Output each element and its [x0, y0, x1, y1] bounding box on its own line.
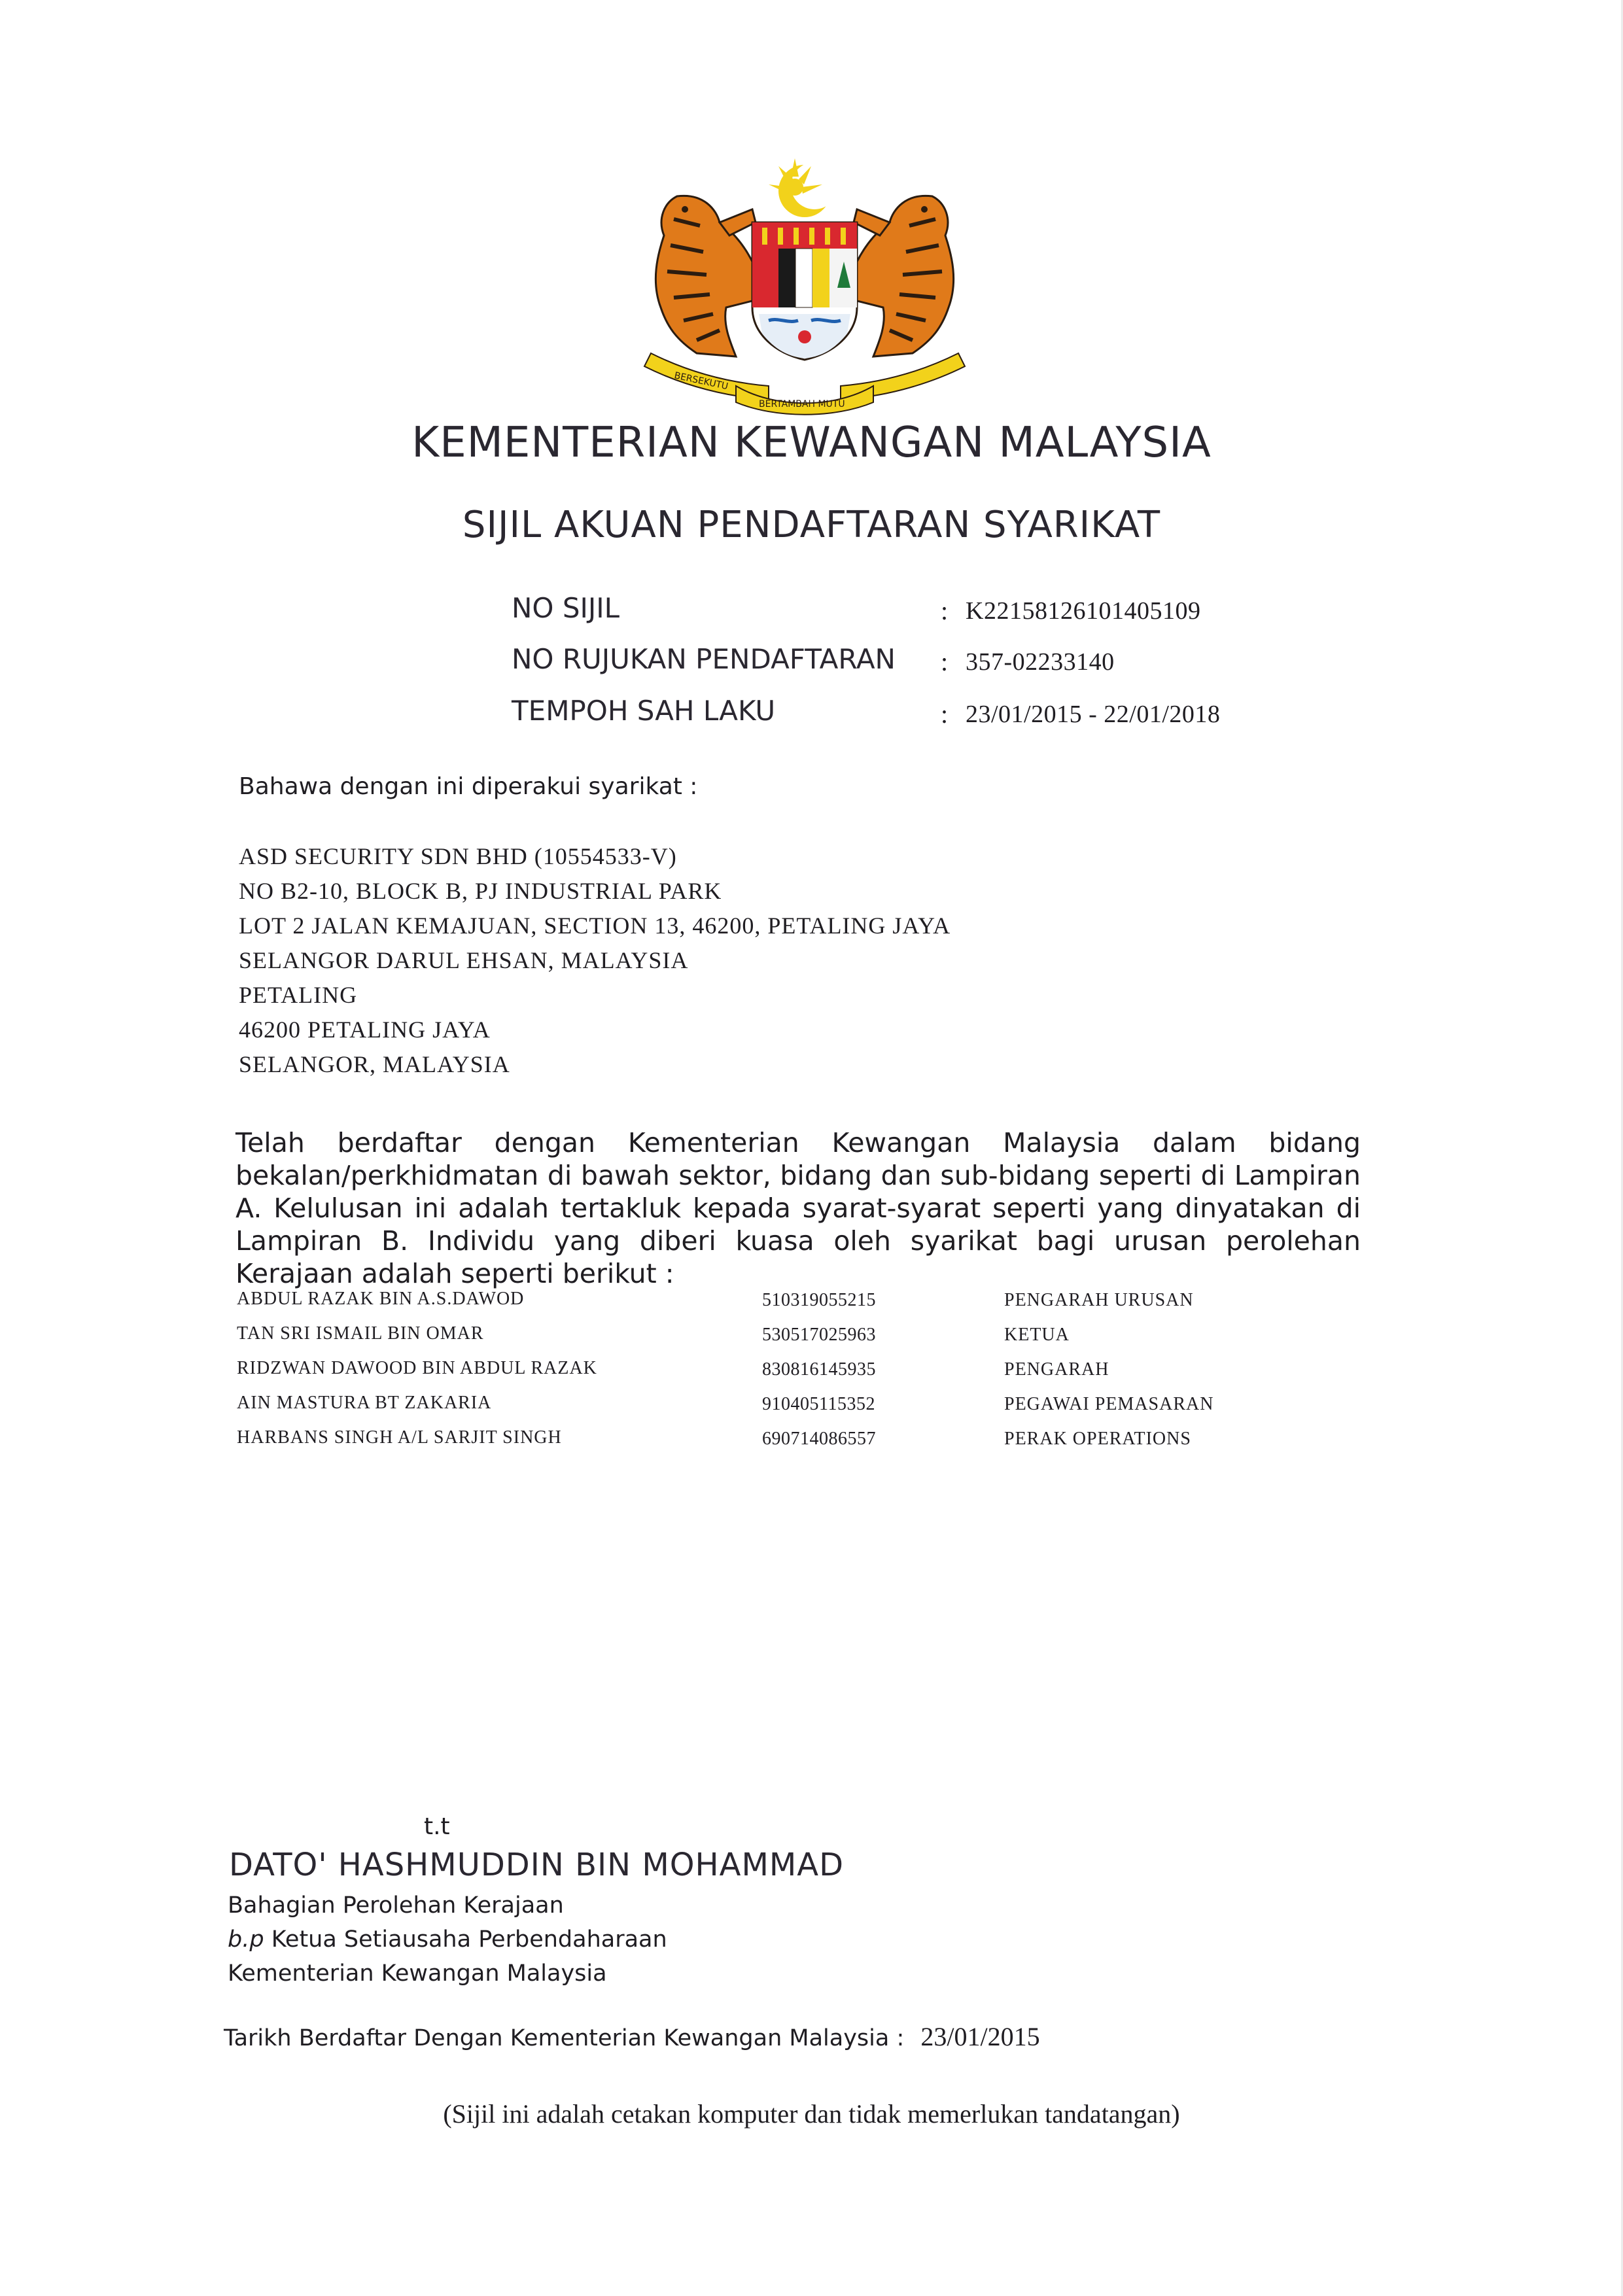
registration-date-line	[224, 2021, 1040, 2052]
computer-generated-note: (Sijil ini adalah cetakan komputer dan tidak memerlukan tandatangan)	[443, 2099, 1180, 2129]
person-ic: 830816145935	[762, 1359, 876, 1380]
signer-ministry: Kementerian Kewangan Malaysia	[228, 1960, 607, 1987]
person-name: TAN SRI ISMAIL BIN OMAR	[237, 1323, 484, 1344]
svg-text:BERSEKUTU: BERSEKUTU	[673, 370, 729, 392]
person-position: PENGARAH URUSAN	[1004, 1290, 1194, 1310]
address-line: SELANGOR DARUL EHSAN, MALAYSIA	[239, 947, 689, 973]
signature-tt: t.t	[424, 1813, 450, 1840]
signer-department: Bahagian Perolehan Kerajaan	[228, 1892, 564, 1919]
meta-colon: :	[941, 699, 949, 729]
signer-name: DATO' HASHMUDDIN BIN MOHAMMAD	[229, 1847, 845, 1883]
meta-value-no-rujukan: 357-02233140	[966, 648, 1115, 676]
certificate-title: SIJIL AKUAN PENDAFTARAN SYARIKAT	[462, 504, 1161, 546]
motto-scroll-icon	[644, 353, 965, 415]
right-tiger-icon	[854, 196, 954, 357]
malaysia-coat-of-arms-icon	[638, 157, 971, 419]
address-line: NO B2-10, BLOCK B, PJ INDUSTRIAL PARK	[239, 878, 722, 904]
registration-date-label: Tarikh Berdaftar Dengan Kementerian Kewangan Malaysia :	[224, 2025, 905, 2051]
person-name: RIDZWAN DAWOOD BIN ABDUL RAZAK	[237, 1358, 597, 1378]
meta-colon: :	[941, 596, 949, 625]
person-name: AIN MASTURA BT ZAKARIA	[237, 1393, 492, 1413]
person-name: ABDUL RAZAK BIN A.S.DAWOD	[237, 1289, 525, 1309]
address-line: LOT 2 JALAN KEMAJUAN, SECTION 13, 46200, PETALING JAYA	[239, 913, 951, 939]
address-line: ASD SECURITY SDN BHD (10554533-V)	[239, 843, 677, 869]
signer-bp: b.p	[228, 1926, 264, 1953]
meta-label-no-rujukan: NO RUJUKAN PENDAFTARAN	[512, 643, 896, 675]
meta-colon: :	[941, 647, 949, 676]
svg-text:BERTAMBAH MUTU: BERTAMBAH MUTU	[759, 399, 845, 409]
registration-date-value: 23/01/2015	[920, 2022, 1040, 2051]
person-ic: 530517025963	[762, 1325, 876, 1345]
ministry-title: KEMENTERIAN KEWANGAN MALAYSIA	[411, 419, 1212, 467]
shield-icon	[752, 222, 857, 360]
person-ic: 690714086557	[762, 1429, 876, 1449]
meta-label-no-sijil: NO SIJIL	[512, 592, 620, 624]
meta-value-no-sijil: K22158126101405109	[966, 597, 1201, 625]
person-position: PEGAWAI PEMASARAN	[1004, 1394, 1214, 1414]
person-ic: 910405115352	[762, 1394, 875, 1414]
address-line: SELANGOR, MALAYSIA	[239, 1051, 510, 1077]
registration-paragraph: Telah berdaftar dengan Kementerian Kewangan Malaysia dalam bidang bekalan/perkhidmatan di bawah sektor, bidang dan sub-bidang seperti di Lampiran A. Kelulusan ini adalah tertakluk kepada syarat-syarat seperti yang dinyatakan di Lampiran B. Individu yang diberi kuasa oleh syarikat bagi urusan perolehan Kerajaan adalah seperti berikut :	[236, 1127, 1361, 1289]
person-position: PENGARAH	[1004, 1359, 1109, 1380]
intro-text: Bahawa dengan ini diperakui syarikat :	[239, 773, 698, 800]
left-tiger-icon	[655, 196, 756, 357]
signer-title-text: Ketua Setiausaha Perbendaharaan	[271, 1926, 667, 1953]
person-name: HARBANS SINGH A/L SARJIT SINGH	[237, 1427, 562, 1448]
crescent-star-icon	[769, 158, 838, 217]
address-line: 46200 PETALING JAYA	[239, 1017, 491, 1043]
person-position: KETUA	[1004, 1325, 1070, 1345]
meta-label-tempoh: TEMPOH SAH LAKU	[512, 695, 776, 727]
address-line: PETALING	[239, 982, 358, 1008]
meta-value-tempoh: 23/01/2015 - 22/01/2018	[966, 701, 1221, 728]
person-ic: 510319055215	[762, 1290, 876, 1310]
signer-title	[228, 1926, 667, 1953]
person-position: PERAK OPERATIONS	[1004, 1429, 1191, 1449]
